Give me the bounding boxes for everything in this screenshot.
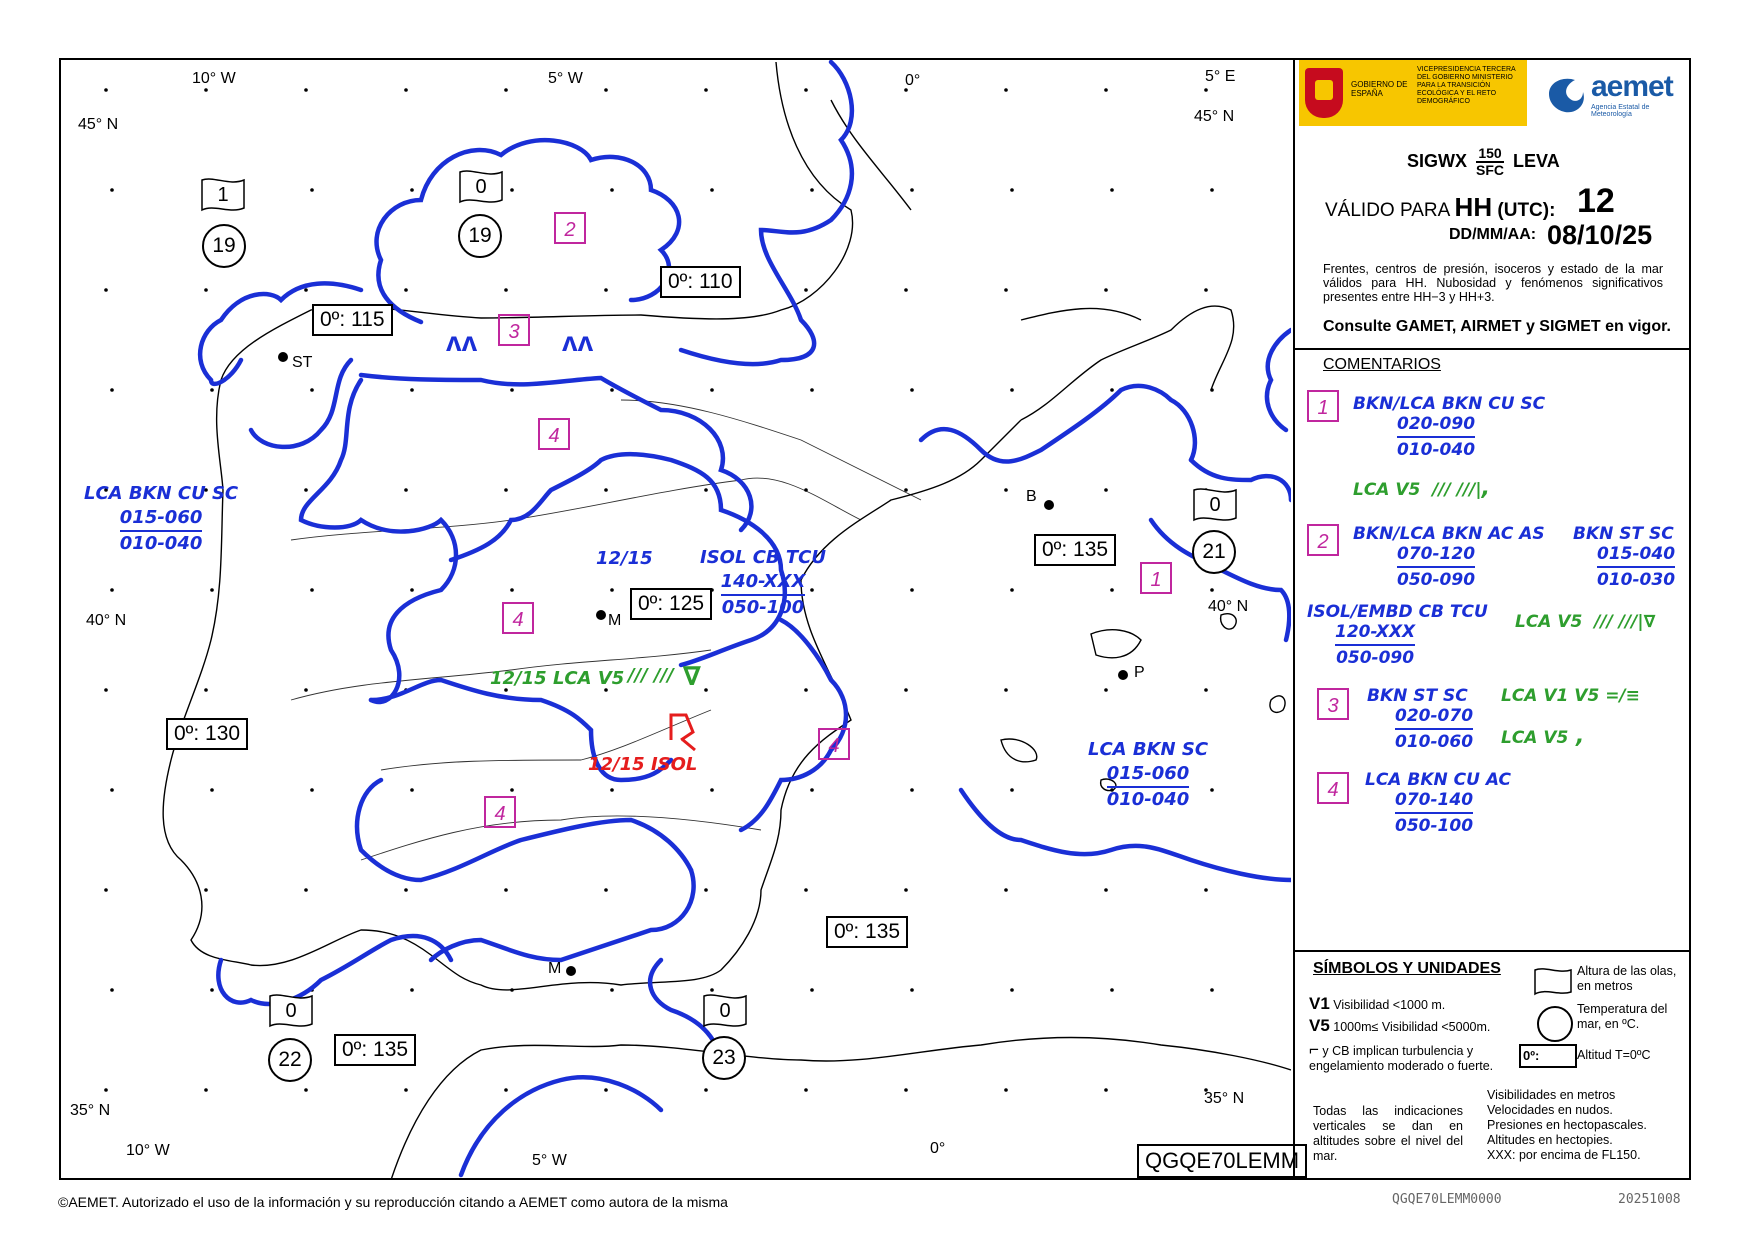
zero-isotherm-box: 0º: 130 [166,718,248,750]
graticule-dot [704,888,708,892]
graticule-dot [1010,188,1014,192]
sea-temp-circle: 19 [458,214,502,258]
gov-ministry-text: VICEPRESIDENCIA TERCERA DEL GOBIERNO MINISTERIO PARA LA TRANSICIÓN ECOLÓGICA Y EL RETO DEMOGRÁFICO [1417,66,1516,105]
graticule-dot [804,888,808,892]
graticule-dot [404,488,408,492]
comment-text: ISOL/EMBD CB TCU [1307,602,1488,622]
graticule-dot [1210,788,1214,792]
graticule-dot [704,1088,708,1092]
chart-title: SIGWX $\frac{150}{\text{SFC}}$ LEVA [1407,145,1560,178]
comment-levels: $\frac{020-090}{010-040}$ [1397,414,1476,460]
rivers [291,400,921,860]
zero-iso-icon: 0º: [1519,1044,1577,1068]
graticule-dot [1004,488,1008,492]
graticule-dot [210,388,214,392]
graticule-dot [1010,388,1014,392]
graticule-dot [410,188,414,192]
graticule-dot [110,788,114,792]
aemet-logo [1543,70,1683,118]
mountain-wave-icon: ʌʌ [446,326,478,357]
graticule-dot [904,688,908,692]
graticule-dot [310,188,314,192]
graticule-dot [1110,988,1114,992]
graticule-dot [910,188,914,192]
graticule-dot [1104,1088,1108,1092]
map-comment-green: 12/15 LCA V5 [490,668,625,689]
units-legend: Visibilidades en metros Velocidades en nudos. Presiones en hectopascales. Altitudes en hectopies. XXX: por encima de FL150. [1487,1088,1647,1162]
symbols-title: SÍMBOLOS Y UNIDADES [1313,960,1501,977]
graticule-dot [904,888,908,892]
graticule-dot [910,788,914,792]
graticule-dot [804,1088,808,1092]
zero-isotherm-box: 0º: 135 [1034,534,1116,566]
graticule-dot [804,88,808,92]
zero-isotherm-box: 0º: 125 [630,588,712,620]
graticule-dot [1204,288,1208,292]
graticule-dot [804,488,808,492]
comment-number: 1 [1307,390,1339,422]
graticule-dot [1210,988,1214,992]
city-dot [566,966,576,976]
graticule-dot [410,788,414,792]
graticule-dot [904,288,908,292]
graticule-dot [104,888,108,892]
government-logo [1299,60,1527,126]
comment-extra: LCA V5 /// ///|, [1353,476,1490,501]
graticule-dot [404,88,408,92]
aemet-wordmark: aemet [1591,70,1673,103]
lat-label-35n-right: 35° N [1204,1090,1245,1107]
graticule-dot [710,188,714,192]
graticule-dot [604,888,608,892]
lon-label-0-top: 0° [905,72,921,89]
zero-isotherm-box: 0º: 115 [312,304,393,336]
graticule-dot [304,488,308,492]
comment-text: BKN/LCA BKN AC AS [1353,524,1545,544]
graticule-dot [604,1088,608,1092]
graticule-dot [904,1088,908,1092]
graticule-dot [504,488,508,492]
graticule-dot [1110,588,1114,592]
aemet-subtitle: Agencia Estatal de Meteorología [1591,104,1650,118]
sea-temp-circle: 23 [702,1036,746,1080]
gov-text: GOBIERNO DE ESPAÑA [1351,80,1408,98]
graticule-dot [304,888,308,892]
drizzle-symbol: /// /// ∇ [628,662,701,692]
mountain-wave-icon: ʌʌ [562,326,594,357]
graticule-dot [704,488,708,492]
city-label: ST [292,354,313,371]
graticule-dot [510,188,514,192]
zero-isotherm-box: 0º: 110 [660,266,741,298]
graticule-dot [204,88,208,92]
map-comment-time: 12/15 [596,548,653,569]
graticule-dot [1210,588,1214,592]
graticule-dot [910,388,914,392]
issue-date: 20251008 [1618,1192,1681,1207]
graticule-dot [1004,1088,1008,1092]
graticule-dot [304,688,308,692]
graticule-dot [610,388,614,392]
valid-label: VÁLIDO PARA HH (UTC): [1325,192,1556,222]
city-label: M [548,960,562,977]
consult-note: Consulte GAMET, AIRMET y SIGMET en vigor. [1323,318,1671,335]
graticule-dot [404,888,408,892]
map-comment-west: LCA BKN CU SC 015-060 010-040 [84,483,239,554]
graticule-dot [410,588,414,592]
comment-extra: LCA V5 , [1501,724,1585,749]
wave-height-flag: 0 [268,992,314,1030]
legend-panel [1293,58,1691,1180]
wave-height-flag: 0 [458,168,504,206]
v1-legend: V1 Visibilidad <1000 m. [1309,994,1446,1013]
wave-flag-icon [1533,966,1573,996]
graticule-dot [604,88,608,92]
graticule-dot [504,1088,508,1092]
vertical-note: Todas las indicaciones verticales se dan en altitudes sobre el nivel del mar. [1313,1104,1463,1163]
graticule-dot [510,588,514,592]
city-label: P [1134,664,1145,681]
graticule-dot [1104,288,1108,292]
graticule-dot [510,788,514,792]
wave-height-flag: 1 [200,176,246,214]
comment-levels: $\frac{070-140}{050-100}$ [1395,790,1474,836]
sea-temp-circle: 19 [202,224,246,268]
lat-label-40n-right: 40° N [1208,598,1249,615]
graticule-dot [304,288,308,292]
lon-label-0-bottom: 0° [930,1140,946,1157]
city-label: B [1026,488,1037,505]
comment-number: 4 [1317,772,1349,804]
map-comment-east: LCA BKN SC 015-060 010-040 [1088,739,1209,810]
lat-label-45n-right: 45° N [1194,108,1235,125]
area-number-box: 4 [818,728,850,760]
comments-title: COMENTARIOS [1323,356,1441,373]
graticule-dot [610,788,614,792]
graticule-dot [410,388,414,392]
graticule-dot [504,888,508,892]
graticule-dot [810,988,814,992]
graticule-dot [710,388,714,392]
lat-label-45n-left: 45° N [78,116,119,133]
sea-temp-circle: 22 [268,1038,312,1082]
sea-temp-legend: Temperatura del mar, en ºC. [1577,1002,1668,1031]
wave-height-flag: 0 [1192,486,1238,524]
lon-label-10w-top: 10° W [192,70,236,87]
comment-extra: LCA V1 V5 =/≡ [1501,686,1640,706]
graticule-dot [1010,988,1014,992]
area-number-box: 4 [484,796,516,828]
graticule-dot [310,588,314,592]
map-comment-center: ISOL CB TCU 140-XXX 050-100 [700,547,826,618]
comment-levels: $\frac{015-040}{010-030}$ [1597,544,1676,590]
city-dot [1044,500,1054,510]
graticule-dot [810,388,814,392]
graticule-dot [104,288,108,292]
area-number-box: 1 [1140,562,1172,594]
graticule-dot [804,688,808,692]
graticule-dot [1104,88,1108,92]
graticule-dot [1004,88,1008,92]
graticule-dot [1204,888,1208,892]
city-dot [278,352,288,362]
lon-label-5w-bottom: 5° W [532,1152,567,1169]
graticule-dot [204,1088,208,1092]
lon-label-10w-bottom: 10° W [126,1142,170,1159]
graticule-dot [504,88,508,92]
turbulence-legend: ⌐ y CB implican turbulencia y engelamiento moderado o fuerte. [1309,1040,1494,1073]
graticule-dot [910,588,914,592]
graticule-dot [1110,388,1114,392]
lon-label-5e-top: 5° E [1205,68,1236,85]
graticule-dot [110,988,114,992]
graticule-dot [604,488,608,492]
turbulence-symbol [671,715,695,750]
graticule-dot [304,1088,308,1092]
lon-label-5w-top: 5° W [548,70,583,87]
graticule-dot [204,888,208,892]
comment-text: BKN ST SC [1367,686,1468,706]
graticule-dot [404,288,408,292]
comment-text: BKN/LCA BKN CU SC [1353,394,1546,414]
comment-number: 3 [1317,688,1349,720]
graticule-dot [610,988,614,992]
comment-text: LCA BKN CU AC [1365,770,1511,790]
graticule-dot [1104,488,1108,492]
graticule-dot [210,988,214,992]
valid-hour: 12 [1577,182,1615,220]
graticule-dot [210,788,214,792]
graticule-dot [104,688,108,692]
graticule-dot [604,288,608,292]
graticule-dot [904,488,908,492]
city-label: M [608,612,622,629]
graticule-dot [110,188,114,192]
zero-isotherm-box: 0º: 135 [826,916,908,948]
graticule-dot [210,588,214,592]
graticule-dot [710,788,714,792]
graticule-dot [1104,688,1108,692]
copyright-footer: ©AEMET. Autorizado el uso de la información y su reproducción citando a AEMET como autora de la misma [58,1194,728,1210]
graticule-dot [704,88,708,92]
graticule-dot [510,388,514,392]
graticule-dot [1204,88,1208,92]
graticule-dot [104,1088,108,1092]
graticule-dot [1004,288,1008,292]
lat-label-40n-left: 40° N [86,612,127,629]
city-dot [1118,670,1128,680]
chart-code: QGQE70LEMM [1137,1144,1307,1178]
graticule-dot [110,388,114,392]
graticule-dot [504,288,508,292]
area-number-box: 4 [538,418,570,450]
city-dot [596,610,606,620]
wave-legend: Altura de las olas, en metros [1577,964,1677,993]
area-number-box: 4 [502,602,534,634]
date-value: 08/10/25 [1547,220,1653,250]
wave-height-flag: 0 [702,992,748,1030]
map-comment-red: 12/15 ISOL [588,754,698,775]
graticule-dot [610,188,614,192]
graticule-dot [110,588,114,592]
graticule-dot [910,988,914,992]
graticule-dot [310,388,314,392]
graticule-dot [510,988,514,992]
graticule-dot [104,88,108,92]
graticule-dot [810,788,814,792]
sea-temp-circle: 21 [1192,530,1236,574]
graticule-dot [204,688,208,692]
date-label: DD/MM/AA: [1449,226,1537,243]
graticule-dot [404,1088,408,1092]
graticule-dot [1004,688,1008,692]
graticule-dot [1004,888,1008,892]
area-number-box: 2 [554,212,586,244]
aemet-logo-icon [1543,72,1587,116]
graticule-dot [1010,788,1014,792]
graticule-dot [310,788,314,792]
spain-shield-icon [1305,68,1343,118]
comment-text: BKN ST SC [1573,524,1674,544]
graticule-dot [304,88,308,92]
graticule-dot [1010,588,1014,592]
comment-levels: 120-XXX 050-090 [1335,622,1416,668]
graticule-dot [1204,688,1208,692]
comment-levels: $\frac{070-120}{050-090}$ [1397,544,1476,590]
graticule-dot [704,688,708,692]
lat-label-35n-left: 35° N [70,1102,111,1119]
comment-extra: LCA V5 /// ///|∇ [1515,612,1656,632]
graticule-dot [1210,388,1214,392]
v5-legend: V5 1000m≤ Visibilidad <5000m. [1309,1016,1491,1035]
zero-isotherm-box: 0º: 135 [334,1034,416,1066]
zero-iso-legend: Altitud T=0ºC [1577,1048,1651,1062]
graticule-dot [804,288,808,292]
validity-note: Frentes, centros de presión, isoceros y estado de la mar válidos para HH. Nubosidad y fenómenos significativos presentes entre HH−3 y HH+3. [1323,262,1663,304]
comment-number: 2 [1307,524,1339,556]
graticule-dot [1104,888,1108,892]
graticule-dot [204,288,208,292]
product-code: QGQE70LEMM0000 [1392,1192,1502,1207]
graticule-dot [1110,188,1114,192]
area-number-box: 3 [498,314,530,346]
graticule-dot [410,988,414,992]
sea-temp-icon [1537,1006,1573,1042]
graticule-dot [810,188,814,192]
graticule-dot [1210,188,1214,192]
graticule-dot [610,588,614,592]
comment-levels: $\frac{020-070}{010-060}$ [1395,706,1474,752]
